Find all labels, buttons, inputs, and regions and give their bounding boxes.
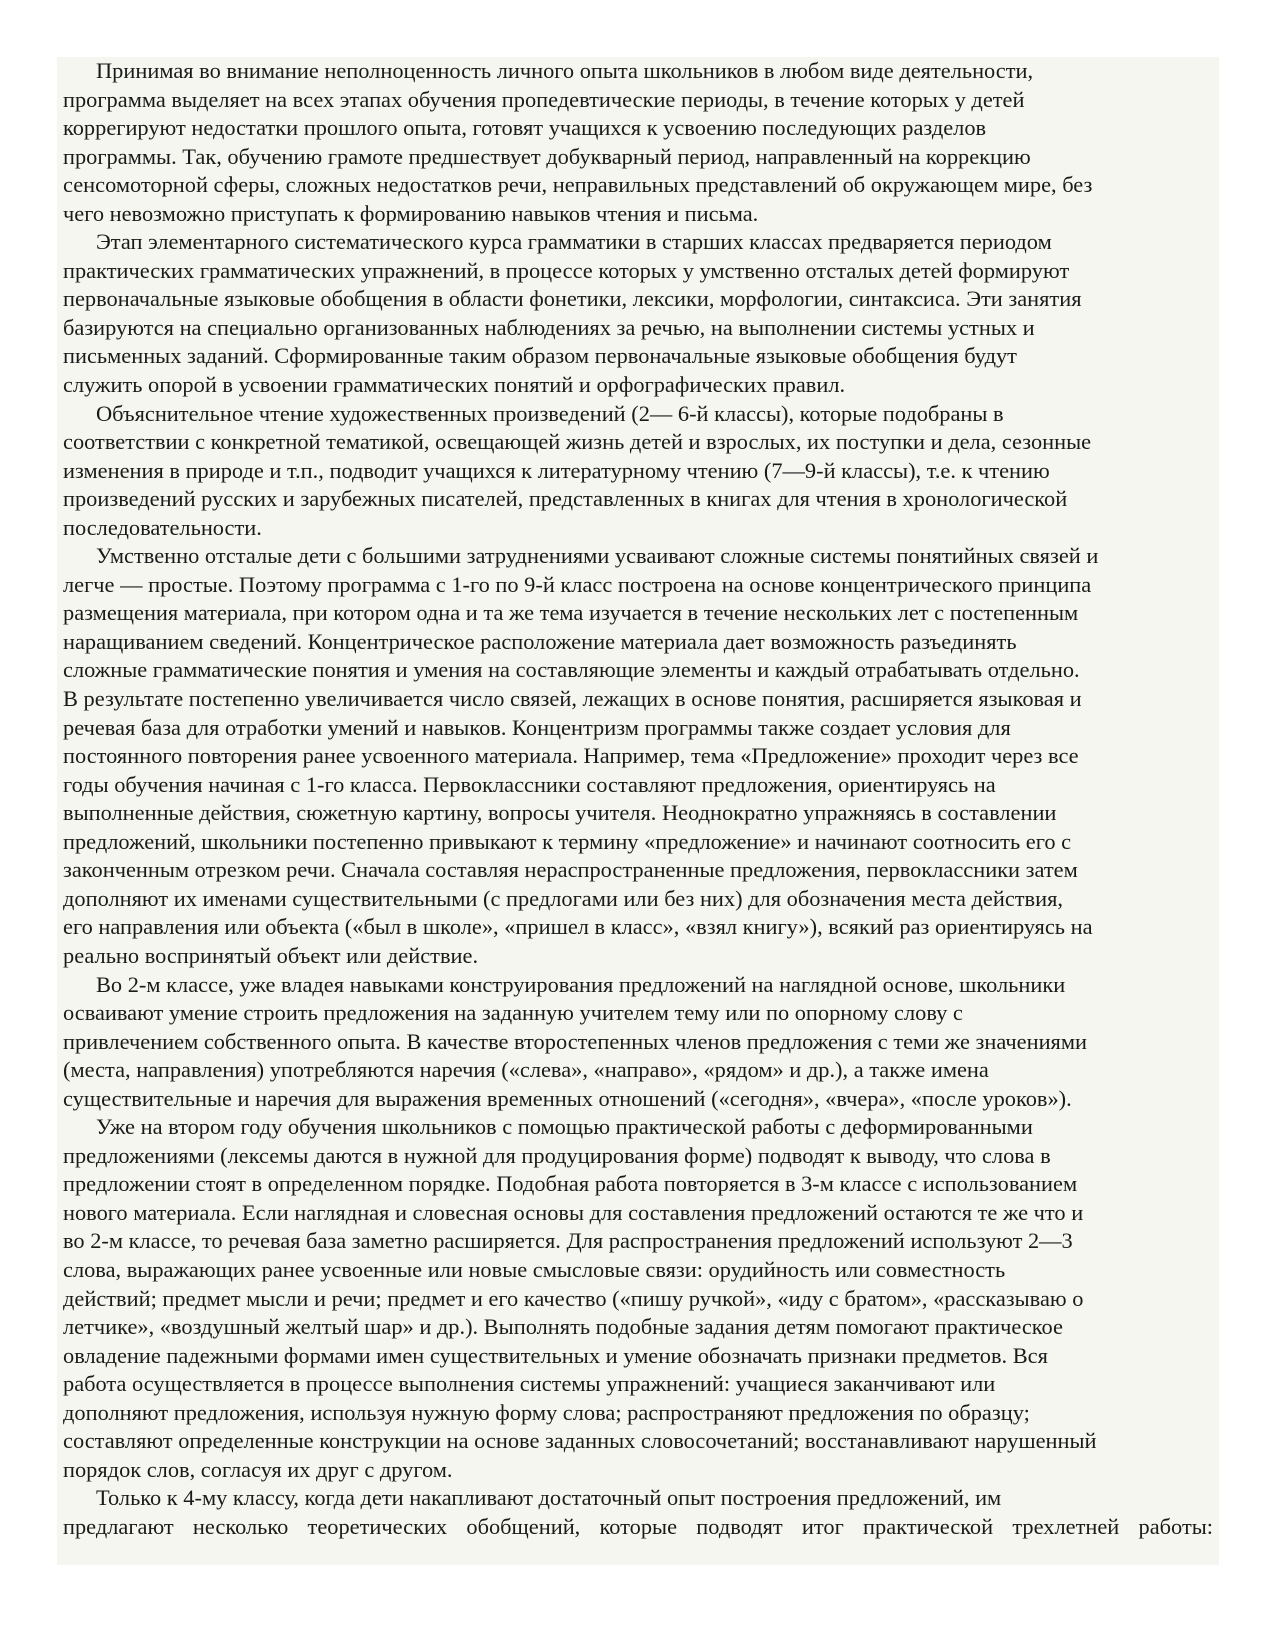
text-line: Умственно отсталые дети с большими затруднениями усваивают сложные системы понятийных связей и bbox=[96, 543, 1099, 569]
text-line: сенсомоторной сферы, сложных недостатков речи, неправильных представлений об окружающем мире, без bbox=[63, 172, 1093, 198]
text-line: Только к 4-му классу, когда дети накапливают достаточный опыт построения предложений, им bbox=[96, 1485, 1002, 1511]
text-line: В результате постепенно увеличивается число связей, лежащих в основе понятия, расширяется языковая и bbox=[63, 686, 1082, 712]
text-line: соответствии с конкретной тематикой, освещающей жизнь детей и взрослых, их поступки и дела, сезонные bbox=[63, 429, 1092, 455]
text-line: годы обучения начиная с 1-го класса. Первоклассники составляют предложения, ориентируясь на bbox=[63, 771, 996, 797]
text-line: размещения материала, при котором одна и та же тема изучается в течение нескольких лет с постепенным bbox=[63, 600, 1079, 626]
text-line: составляют определенные конструкции на основе заданных словосочетаний; восстанавливают нарушенный bbox=[63, 1428, 1097, 1454]
text-line: программы. Так, обучению грамоте предшествует добукварный период, направленный на коррекцию bbox=[63, 143, 1031, 169]
text-line: речевая база для отработки умений и навыков. Концентризм программы также создает условия для bbox=[63, 714, 1011, 740]
document-page bbox=[57, 57, 1219, 1565]
text-line: (места, направления) употребляются наречия («слева», «направо», «рядом» и др.), а также имена bbox=[63, 1057, 989, 1083]
text-line: базируются на специально организованных наблюдениях за речью, на выполнении системы устных и bbox=[63, 314, 1035, 340]
text-line: дополняют предложения, используя нужную форму слова; распространяют предложения по образцу; bbox=[63, 1399, 1030, 1425]
text-line: Уже на втором году обучения школьников с помощью практической работы с деформированными bbox=[96, 1114, 1033, 1140]
paragraph-3 bbox=[63, 400, 1213, 543]
text-line: летчике», «воздушный желтый шар» и др.). Выполнять подобные задания детям помогают практическое bbox=[63, 1314, 1063, 1340]
text-line: коррегируют недостатки прошлого опыта, готовят учащихся к усвоению последующих разделов bbox=[63, 115, 987, 141]
text-line: порядок слов, согласуя их друг с другом. bbox=[63, 1456, 453, 1482]
text-line: предложений, школьники постепенно привыкают к термину «предложение» и начинают соотносить его с bbox=[63, 828, 1072, 854]
text-line: овладение падежными формами имен существительных и умение обозначать признаки предметов. Вся bbox=[63, 1342, 1048, 1368]
paragraph-5 bbox=[63, 971, 1213, 1114]
text-line: Этап элементарного систематического курса грамматики в старших классах предваряется периодом bbox=[96, 229, 1052, 255]
document-body bbox=[57, 57, 1219, 1541]
text-line: программа выделяет на всех этапах обучения пропедевтические периоды, в течение которых у детей bbox=[63, 86, 1025, 112]
text-line: письменных заданий. Сформированные таким образом первоначальные языковые обобщения будут bbox=[63, 343, 1017, 369]
text-line: наращиванием сведений. Концентрическое расположение материала дает возможность разъединять bbox=[63, 628, 1017, 654]
text-line: легче — простые. Поэтому программа с 1-го по 9-й класс построена на основе концентрического принципа bbox=[63, 571, 1092, 597]
text-line: слова, выражающих ранее усвоенные или новые смысловые связи: орудийность или совместность bbox=[63, 1256, 1006, 1282]
text-line: привлечением собственного опыта. В качестве второстепенных членов предложения с теми же значениями bbox=[63, 1028, 1087, 1054]
text-line: реально воспринятый объект или действие. bbox=[63, 942, 479, 968]
text-line: служить опорой в усвоении грамматических понятий и орфографических правил. bbox=[63, 372, 846, 398]
text-line: предложении стоят в определенном порядке. Подобная работа повторяется в 3-м классе с использованием bbox=[63, 1171, 1078, 1197]
text-line: изменения в природе и т.п., подводит учащихся к литературному чтению (7—9-й классы), т.е. к чтению bbox=[63, 457, 1050, 483]
paragraph-1 bbox=[63, 57, 1213, 228]
text-line: во 2-м классе, то речевая база заметно расширяется. Для распространения предложений используют 2—3 bbox=[63, 1228, 1073, 1254]
text-line: дополняют их именами существительными (с предлогами или без них) для обозначения места действия, bbox=[63, 885, 1064, 911]
text-line: его направления или объекта («был в школе», «пришел в класс», «взял книгу»), всякий раз ориентируясь на bbox=[63, 914, 1093, 940]
paragraph-6 bbox=[63, 1113, 1213, 1484]
text-line: последовательности. bbox=[63, 514, 262, 540]
text-line: Принимая во внимание неполноценность личного опыта школьников в любом виде деятельности, bbox=[96, 58, 1034, 83]
text-line: предложениями (лексемы даются в нужной для продуцирования форме) подводят к выводу, что слова в bbox=[63, 1142, 1051, 1168]
text-line: Во 2-м классе, уже владея навыками конструирования предложений на наглядной основе, школьники bbox=[96, 971, 1066, 997]
paragraph-2 bbox=[63, 228, 1213, 399]
text-line: нового материала. Если наглядная и словесная основы для составления предложений остаются те же что и bbox=[63, 1199, 1084, 1225]
text-line: практических грамматических упражнений, в процессе которых у умственно отсталых детей формируют bbox=[63, 257, 1070, 283]
text-line: чего невозможно приступать к формированию навыков чтения и письма. bbox=[63, 200, 759, 226]
text-line: постоянного повторения ранее усвоенного материала. Например, тема «Предложение» проходит через все bbox=[63, 743, 1079, 769]
paragraph-4 bbox=[63, 542, 1213, 970]
text-line: законченным отрезком речи. Сначала составляя нераспространенные предложения, первоклассники затем bbox=[63, 857, 1078, 883]
text-line: произведений русских и зарубежных писателей, представленных в книгах для чтения в хронологической bbox=[63, 486, 1068, 512]
text-line: Объяснительное чтение художественных произведений (2— 6-й классы), которые подобраны в bbox=[96, 400, 1004, 426]
text-line: действий; предмет мысли и речи; предмет и его качество («пишу ручкой», «иду с братом», «рассказываю о bbox=[63, 1285, 1084, 1311]
text-line: выполненные действия, сюжетную картину, вопросы учителя. Неоднократно упражняясь в составлении bbox=[63, 800, 1057, 826]
paragraph-7 bbox=[63, 1484, 1213, 1541]
text-line: первоначальные языковые обобщения в области фонетики, лексики, морфологии, синтаксиса. Эти занятия bbox=[63, 286, 1082, 312]
text-line: существительные и наречия для выражения временных отношений («сегодня», «вчера», «после уроков»). bbox=[63, 1085, 1072, 1111]
text-line: осваивают умение строить предложения на заданную учителем тему или по опорному слову с bbox=[63, 1000, 963, 1026]
text-line: предлагают несколько теоретических обобщений, которые подводят итог практической трехлетней работы: bbox=[63, 1513, 1213, 1539]
text-line: работа осуществляется в процессе выполнения системы упражнений: учащиеся заканчивают или bbox=[63, 1371, 996, 1397]
text-line: сложные грамматические понятия и умения на составляющие элементы и каждый отрабатывать отдельно. bbox=[63, 657, 1080, 683]
